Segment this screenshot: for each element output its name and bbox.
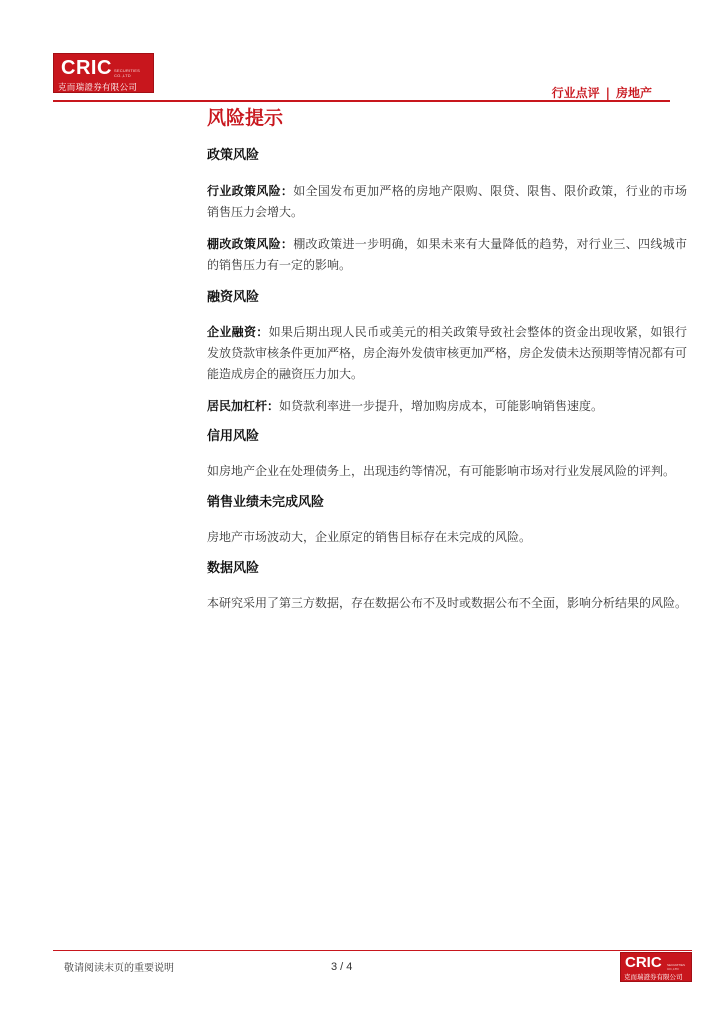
paragraph-sales-target-risk: 房地产市场波动大，企业原定的销售目标存在未完成的风险。 (207, 530, 532, 544)
logo-subtitle: SECURITIES CO.,LTD (667, 963, 686, 971)
paragraph-text: 棚改政策进一步明确，如果未来有大量降低的趋势，对行业三、四线城市的销售压力有一定的影响。 (207, 237, 687, 272)
paragraph-industry-policy-risk (207, 181, 687, 223)
heading-policy-risk: 政策风险 (207, 148, 260, 163)
paragraph-credit-risk: 如房地产企业在处理债务上，出现违约等情况，有可能影响市场对行业发展风险的评判。 (207, 464, 676, 478)
heading-credit-risk: 信用风险 (207, 429, 260, 444)
paragraph-text: 如果后期出现人民币或美元的相关政策导致社会整体的资金出现收紧，如银行发放贷款审核条件更加严格，房企海外发债审核更加严格，房企发债未达预期等情况都有可能造成房企的融资压力加大。 (207, 325, 688, 381)
heading-data-risk: 数据风险 (207, 561, 260, 576)
heading-financing-risk: 融资风险 (207, 290, 260, 305)
paragraph-label: 居民加杠杆： (207, 399, 280, 413)
company-logo (53, 53, 154, 93)
sector-label: 房地产 (615, 86, 652, 100)
logo-subtitle: SECURITIES CO.,LTD (114, 68, 141, 78)
footer-logo (620, 952, 692, 982)
paragraph-shantytown-policy-risk (207, 234, 687, 276)
paragraph-label: 行业政策风险： (207, 184, 294, 198)
paragraph-household-leverage (207, 396, 687, 417)
logo-company-name: 克而瑞證券有限公司 (624, 973, 683, 981)
logo-brand: CRIC (625, 954, 662, 971)
footer-disclaimer-note: 敬请阅读末页的重要说明 (64, 963, 174, 974)
paragraph-label: 棚改政策风险： (207, 237, 294, 251)
paragraph-text: 如全国发布更加严格的房地产限购、限贷、限售、限价政策，行业的市场销售压力会增大。 (207, 184, 687, 219)
paragraph-data-risk: 本研究采用了第三方数据，存在数据公布不及时或数据公布不全面，影响分析结果的风险。 (207, 596, 688, 610)
page-title: 风险提示 (207, 107, 284, 129)
risk-content (207, 146, 687, 614)
category-label: 行业点评 (551, 86, 600, 100)
logo-brand: CRIC (61, 57, 112, 79)
footer-divider (53, 950, 692, 951)
header-divider (53, 100, 670, 102)
paragraph-corporate-financing (207, 322, 687, 385)
heading-sales-target-risk: 销售业绩未完成风险 (207, 495, 325, 510)
logo-company-name: 克而瑞證券有限公司 (58, 83, 138, 93)
report-category (552, 84, 652, 101)
paragraph-label: 企业融资： (207, 325, 269, 339)
category-separator: | (605, 86, 610, 100)
page-number: 3 / 4 (331, 961, 353, 973)
paragraph-text: 如贷款利率进一步提升，增加购房成本，可能影响销售速度。 (279, 399, 604, 413)
